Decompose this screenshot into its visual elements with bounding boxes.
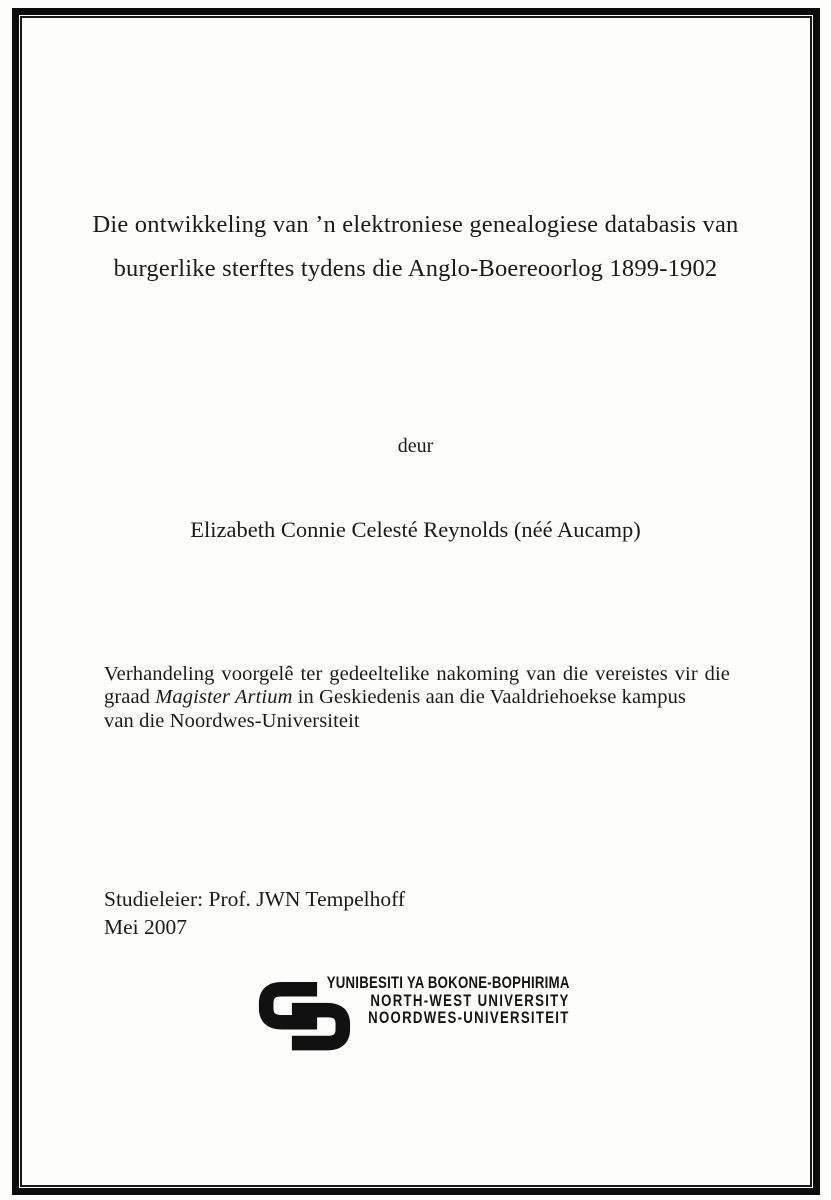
degree-statement-line2-post: in Geskiedenis aan die Vaaldriehoekse kampus <box>292 686 686 709</box>
byline: deur <box>397 435 434 457</box>
university-logo-text <box>327 975 570 1028</box>
date-line: Mei 2007 <box>104 914 188 939</box>
degree-statement-line2 <box>104 686 730 709</box>
degree-name-italic: Magister Artium <box>155 686 293 709</box>
degree-statement <box>104 663 730 733</box>
thesis-title-line2: burgerlike sterftes tydens die Anglo-Boereoorlog 1899-1902 <box>113 255 718 282</box>
degree-statement-line2-pre: graad <box>104 686 156 709</box>
degree-statement-line1: Verhandeling voorgelê ter gedeeltelike nakoming van die vereistes vir die <box>104 663 730 685</box>
logo-line-afrikaans: NOORDWES-UNIVERSITEIT <box>368 1009 570 1028</box>
degree-statement-line3: van die Noordwes-Universiteit <box>104 709 360 732</box>
supervisor-block <box>104 886 405 941</box>
thesis-title <box>0 203 831 291</box>
thesis-title-line1: Die ontwikkeling van ’n elektroniese genealogiese databasis van <box>92 211 739 238</box>
author-name: Elizabeth Connie Celesté Reynolds (néé Aucamp) <box>190 517 641 542</box>
logo-line-english: NORTH-WEST UNIVERSITY <box>370 991 570 1010</box>
logo-line-setswana: YUNIBESITI YA BOKONE-BOPHIRIMA <box>327 974 570 992</box>
supervisor-line: Studieleier: Prof. JWN Tempelhoff <box>104 887 406 911</box>
